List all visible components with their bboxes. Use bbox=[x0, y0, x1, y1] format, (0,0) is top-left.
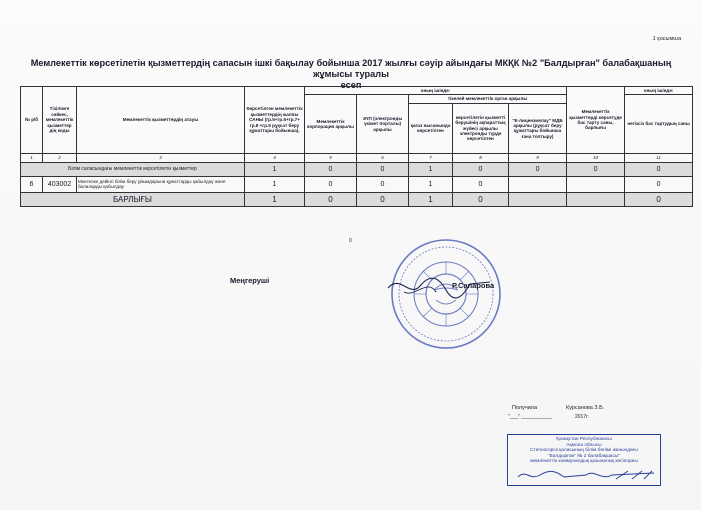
cell: 0 bbox=[453, 162, 509, 176]
stamp-line: Степногорск қаласының білім бөлімі жанындағы bbox=[530, 448, 638, 454]
column-number-row bbox=[21, 153, 693, 162]
cell: 1 bbox=[245, 162, 305, 176]
cell: 0 bbox=[357, 192, 409, 206]
colnum: 10 bbox=[567, 153, 625, 162]
header-state-corp: Мемлекеттік корпорация арқылы bbox=[305, 95, 357, 153]
cell: 0 bbox=[625, 162, 693, 176]
cell: 0 bbox=[509, 162, 567, 176]
received-label: Получила bbox=[512, 405, 538, 411]
section-label: Білім саласындағы мемлекеттік көрсетілетін қызметтер bbox=[21, 162, 245, 176]
registration-stamp bbox=[507, 434, 661, 486]
cell bbox=[509, 192, 567, 206]
stamp-line: Қазақстан Республикасы bbox=[556, 437, 612, 442]
header-service-name: Мемлекеттік қызметтердің атауы bbox=[77, 87, 245, 154]
colnum: 5 bbox=[305, 153, 357, 162]
cell: 0 bbox=[305, 162, 357, 176]
table-row bbox=[21, 176, 693, 192]
header-direct: тікелей мемлекеттік орган арқылы bbox=[409, 95, 567, 103]
stamp-line: "Балдырған" № 2 балабақшасы" bbox=[547, 453, 621, 459]
colnum: 4 bbox=[245, 153, 305, 162]
received-year: 2017г. bbox=[575, 414, 589, 420]
colnum: 2 bbox=[43, 153, 77, 162]
header-num: № р/б bbox=[21, 87, 43, 154]
colnum: 11 bbox=[625, 153, 693, 162]
header-including: оның ішінде: bbox=[305, 87, 567, 95]
cell: 0 bbox=[305, 192, 357, 206]
row-code: 403002 bbox=[43, 176, 77, 192]
cell bbox=[509, 176, 567, 192]
header-electronic: көрсетілетін қызметті берушінің ақпараттық жүйесі арқылы электронды түрде көрсетілген bbox=[453, 103, 509, 153]
colnum: 6 bbox=[357, 153, 409, 162]
header-egov: ЭҮП (электронды үкімет порталы) арқылы bbox=[357, 95, 409, 153]
report-title-line1: Мемлекеттік көрсетілетін қызметтердің сапасын ішкі бақылау бойынша 2017 жылғы сәуір айындағы МКҚК №2 "Балдырған" балабақшаның жұмысы туралы bbox=[30, 58, 672, 79]
header-paper: қағаз нысанында көрсетілген bbox=[409, 103, 453, 153]
appendix-label: 1 қосымша bbox=[652, 36, 681, 42]
cell: 1 bbox=[409, 176, 453, 192]
cell: 0 bbox=[357, 162, 409, 176]
cell: 0 bbox=[453, 192, 509, 206]
header-unfounded: негізсіз бас тартудың саны bbox=[625, 95, 693, 153]
row-service-name: Мектепке дейінгі білім беру ұйымдарына құжаттарды қабылдау және балаларды қабылдау bbox=[77, 176, 245, 192]
colnum: 1 bbox=[21, 153, 43, 162]
header-including-2: оның ішінде: bbox=[625, 87, 693, 95]
head-title: Меңгеруші bbox=[230, 276, 270, 285]
received-name: Курсанова З.Б. bbox=[566, 405, 605, 411]
cell: 0 bbox=[567, 162, 625, 176]
colnum: 8 bbox=[453, 153, 509, 162]
colnum: 3 bbox=[77, 153, 245, 162]
header-elicense: "Е-лицензиялау" МДБ арқылы (рұқсат беру құжаттары бойынша ғана толтыру) bbox=[509, 103, 567, 153]
cell: 0 bbox=[625, 192, 693, 206]
header-code: Тізілімге сәйкес, мемлекеттік қызметтер дің коды bbox=[43, 87, 77, 154]
stamp-line: мемлекеттік коммуналдық қазыналық кәсіпорны bbox=[530, 459, 638, 465]
stamp-handwriting bbox=[516, 467, 656, 483]
cell bbox=[567, 176, 625, 192]
below-table-zero: 0 bbox=[349, 238, 352, 244]
total-label: БАРЛЫҒЫ bbox=[21, 192, 245, 206]
cell: 0 bbox=[357, 176, 409, 192]
stamp-line: Ақмола облысы bbox=[566, 442, 602, 448]
report-title-line2: есеп bbox=[340, 80, 362, 90]
cell bbox=[567, 192, 625, 206]
cell: 1 bbox=[409, 192, 453, 206]
colnum: 7 bbox=[409, 153, 453, 162]
total-row bbox=[21, 192, 693, 206]
cell: 0 bbox=[625, 176, 693, 192]
received-date: "___" ___________ bbox=[508, 414, 552, 420]
header-refusals: Мемлекеттік қызметтерді көрсетуде бас тарту саны, барлығы bbox=[567, 87, 625, 154]
colnum: 9 bbox=[509, 153, 567, 162]
cell: 1 bbox=[245, 176, 305, 192]
section-row bbox=[21, 162, 693, 176]
head-name: Р.Сапарова bbox=[452, 281, 495, 290]
row-num: 6 bbox=[21, 176, 43, 192]
cell: 0 bbox=[305, 176, 357, 192]
cell: 1 bbox=[245, 192, 305, 206]
cell: 1 bbox=[409, 162, 453, 176]
header-total-count: Көрсетілген мемлекеттік қызметтердің жалпы САНЫ (гр.5+гр.6+гр.7+ гр.8 +гр.9 рұқсат беру құжаттары бойынша), bbox=[245, 87, 305, 154]
cell: 0 bbox=[453, 176, 509, 192]
report-table bbox=[20, 86, 693, 207]
